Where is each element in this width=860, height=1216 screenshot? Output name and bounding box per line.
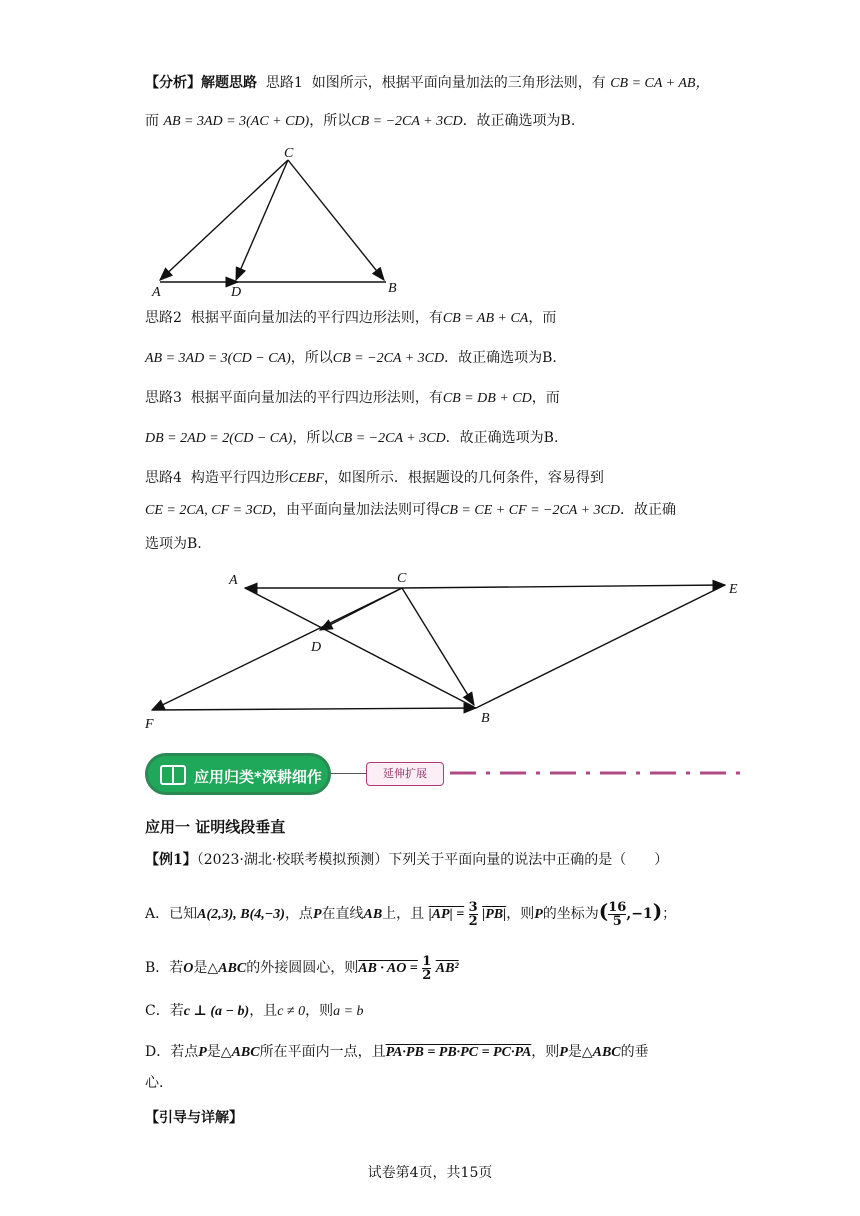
idea2-formula3: CB = −2CA + 3CD [332,351,445,366]
idea3-line2 [145,427,558,450]
example-header [145,849,668,871]
figure-parallelogram [140,565,750,735]
fig2-label-f: F [145,717,154,732]
optA-p: P [312,907,322,922]
option-c [145,1000,364,1023]
optA-frac-den: 2 [468,913,478,929]
idea1-formula3: CB = −2CA + 3CD [351,114,463,129]
optD-formula: PA·PB = PB·PC = PC·PA [385,1045,532,1060]
idea1-formula2: AB = 3AD = 3(AC + CD) [163,114,310,129]
optD-p2: P [559,1045,568,1060]
optA-mid3: 上，且 [382,906,425,922]
idea4-shape: CEBF [288,471,324,486]
fig1-label-d: D [231,285,242,300]
idea1-line2 [145,110,575,133]
idea3-text: 根据平面向量加法的平行四边形法则，有 [190,390,443,406]
idea3-label: 思路3 [145,390,182,406]
optB-mid2: 的外接圆圆心，则 [246,960,359,976]
book-icon [160,765,186,785]
idea4-line3 [145,533,202,555]
fig1-label-c: C [284,146,294,161]
idea4-formula1: CE = 2CA, CF = 3CD [145,503,273,518]
idea2-line1 [145,307,556,330]
optC-formula: c ⊥ (a − b) [183,1004,250,1019]
fig2-label-d: D [311,640,322,655]
optA-mid4: ，则 [506,906,535,922]
optA-eq-right: |PB| [482,907,507,922]
optC-cond: c ≠ 0 [277,1004,306,1019]
optA-prefix: A．已知 [145,906,198,922]
optA-points: A(2,3), B(4,−3) [197,907,285,922]
optA-end: ； [662,906,677,922]
optA-coord-rest: ,−1 [626,906,653,922]
banner-title: 应用归类*深耕细作 [194,768,322,786]
optB-prefix: B．若 [145,960,184,976]
idea1-line2-prefix: 而 [145,113,159,129]
idea1-formula1: CB = CA + AB， [610,76,710,91]
idea4-formula2: CB = CE + CF = −2CA + 3CD [440,503,621,518]
optB-formula: AB · AO = [358,961,418,976]
optA-coord-frac [608,901,626,928]
optB-formula-end: AB² [435,961,459,976]
optB-tri: △ABC [207,961,247,976]
optA-eq-left: |AP| = [428,907,465,922]
optA-mid2: 在直线 [321,906,364,922]
fig1-label-b: B [388,281,397,296]
optA-ab: AB [363,907,383,922]
optC-mid: ，且 [249,1003,278,1019]
idea3-formula2: DB = 2AD = 2(CD − CA) [145,431,293,446]
idea3-formula3: CB = −2CA + 3CD [334,431,446,446]
example-source: （2023·湖北·校联考模拟预测）下列关于平面向量的说法中正确的是（ ） [196,852,669,868]
optD-p: P [198,1045,207,1060]
section-banner [145,753,331,795]
idea4-text5: 选项为B. [145,536,202,552]
page-footer: 试卷第4页，共15页 [367,1165,493,1181]
idea2-label: 思路2 [145,310,182,326]
optD-mid4: 是 [567,1044,582,1060]
idea1-line2-mid: ，所以 [309,113,352,129]
guide-tag: 【引导与详解】 [145,1110,243,1126]
idea1-line1 [145,72,709,95]
idea1-label: 思路1 [265,75,303,91]
optD-end: 的垂 [620,1044,649,1060]
idea4-text: 构造平行四边形 [190,470,289,486]
optD-tri: △ABC [220,1045,260,1060]
fig2-label-e: E [729,582,738,597]
idea1-text: 如图所示，根据平面向量加法的三角形法则，有 [311,75,606,91]
optB-o: O [183,961,194,976]
idea1-line2-end: ．故正确选项为B. [462,113,576,129]
optA-coord-den: 5 [612,913,622,929]
idea4-label: 思路4 [145,470,182,486]
analysis-title: 解题思路 [201,75,257,91]
optD-mid2: 所在平面内一点，且 [259,1044,386,1060]
optA-mid1: ，点 [284,906,313,922]
option-a: A．已知A(2,3), B(4,−3)，点P在直线AB上，且 |AP| = $\frac{3}{2}$ |PB|，则P的坐标为( $\frac{16}{5}$ ,−1)； [145,899,677,929]
optA-frac-num: 3 [468,899,478,915]
idea4-text4: ．故正确 [620,502,677,518]
idea2-end1: ，而 [528,310,557,326]
optC-mid2: ，则 [305,1003,334,1019]
optA-coord-num: 16 [608,899,627,915]
idea2-line2 [145,347,557,370]
optA-frac [469,901,478,928]
idea3-formula1: CB = DB + CD [442,391,532,406]
optB-mid1: 是 [193,960,208,976]
optB-frac [422,955,431,982]
fig1-label-a: A [152,285,161,300]
idea3-line1 [145,387,560,410]
optA-mid5: 的坐标为 [542,906,599,922]
option-d [145,1041,649,1064]
dash-decoration [450,768,745,778]
idea4-line1 [145,467,604,490]
fig2-label-a: A [229,573,238,588]
extension-tag: 延伸扩展 [366,762,444,786]
optA-p2: P [534,907,543,922]
fig2-label-c: C [397,571,407,586]
idea3-end1: ，而 [531,390,560,406]
optB-frac-num: 1 [422,953,432,969]
optD-prefix: D．若点 [145,1044,199,1060]
optB-frac-den: 2 [422,967,432,983]
fig2-label-b: B [481,711,490,726]
idea2-formula2: AB = 3AD = 3(CD − CA) [145,351,291,366]
idea4-text3: ，由平面向量加法法则可得 [272,502,441,518]
banner-connector [331,773,366,774]
example-tag: 【例1】 [145,852,197,868]
option-b [145,951,459,985]
idea3-mid: ，所以 [292,430,335,446]
figure-triangle [140,140,410,300]
idea2-formula1: CB = AB + CA [442,311,529,326]
idea2-end2: ．故正确选项为B. [444,350,557,366]
option-d-line2: 心. [145,1075,164,1091]
optD-tri2: △ABC [581,1045,621,1060]
optD-mid1: 是 [206,1044,221,1060]
idea2-mid: ，所以 [290,350,333,366]
section-title: 应用一 证明线段垂直 [145,818,286,836]
optD-mid3: ，则 [531,1044,560,1060]
idea2-text: 根据平面向量加法的平行四边形法则，有 [190,310,443,326]
idea4-text2: ，如图所示．根据题设的几何条件，容易得到 [323,470,604,486]
idea4-line2 [145,499,676,522]
idea3-end2: ．故正确选项为B. [445,430,559,446]
analysis-tag: 【分析】 [145,75,201,91]
optC-prefix: C．若 [145,1003,184,1019]
optC-result: a = b [333,1004,364,1019]
